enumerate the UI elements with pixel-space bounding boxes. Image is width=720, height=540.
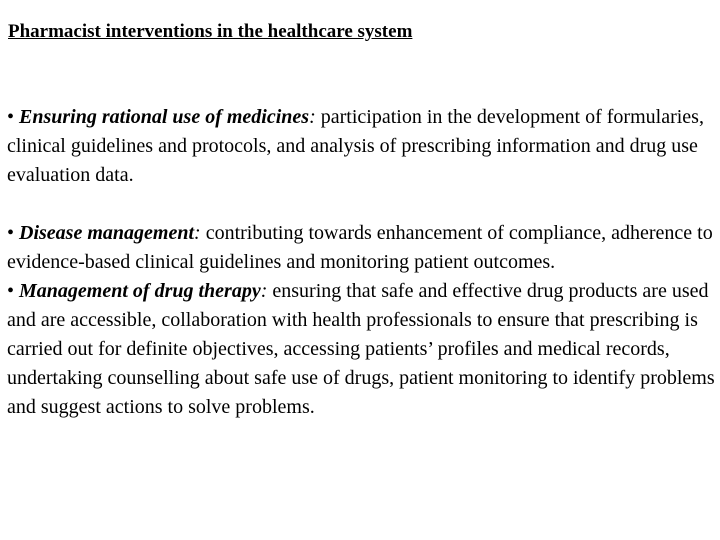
bullet-colon: : — [260, 280, 268, 302]
slide-body — [7, 103, 715, 422]
bullet-glyph: • — [7, 222, 15, 244]
bullet-item-drug-therapy — [7, 277, 715, 422]
bullet-colon: : — [309, 106, 316, 128]
bullet-colon: : — [194, 222, 201, 244]
bullet-term: Ensuring rational use of medicines — [19, 106, 310, 128]
bullet-term: Disease management — [19, 222, 195, 244]
bullet-text: contributing towards enhancement of compliance, adherence to evidence-based clinical guidelines and monitoring patient outcomes. — [7, 222, 713, 273]
bullet-item-disease-management — [7, 219, 715, 277]
bullet-glyph: • — [7, 106, 15, 128]
bullet-text: participation in the development of formularies, clinical guidelines and protocols, and analysis of prescribing information and drug use evaluation data. — [7, 106, 704, 186]
bullet-term: Management of drug therapy — [19, 280, 261, 302]
slide-title: Pharmacist interventions in the healthcare system — [8, 21, 413, 42]
bullet-item-rational-use — [7, 103, 715, 190]
paragraph-gap — [7, 190, 715, 219]
bullet-glyph: • — [7, 280, 15, 302]
bullet-text: ensuring that safe and effective drug products are used and are accessible, collaboration with health professionals to ensure that prescribing is carried out for definite objectives, accessing patients’ profiles and medical records, undertaking counselling about safe use of drugs, patient monitoring to identify problems and suggest actions to solve problems. — [7, 280, 715, 418]
